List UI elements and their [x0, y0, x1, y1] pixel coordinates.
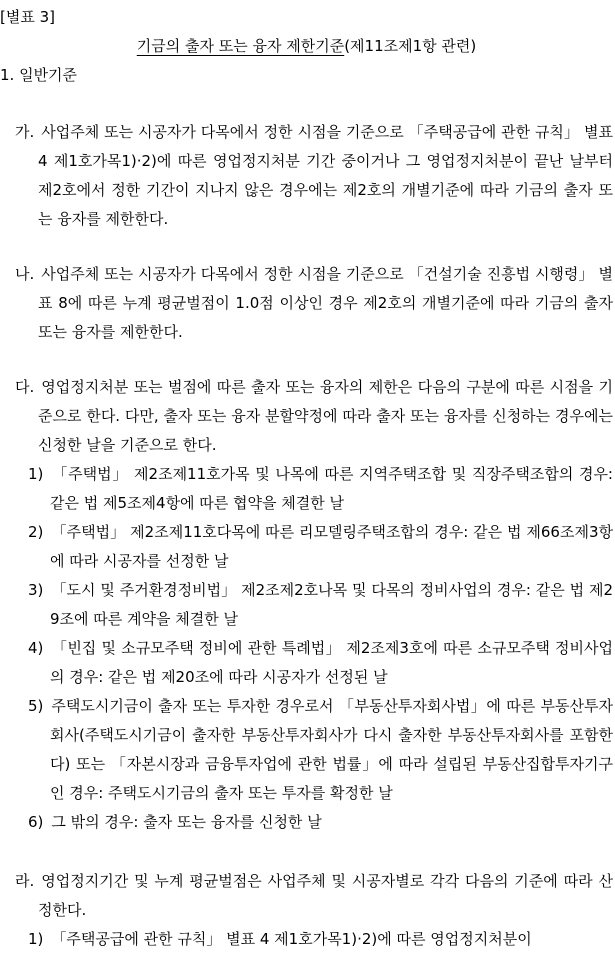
subitem-da-6-text: 그 밖의 경우: 출자 또는 융자를 신청한 날 [51, 813, 322, 831]
paragraph-da [0, 373, 613, 460]
paragraph-da-label: 다. [15, 378, 35, 396]
subitem-da-6-label: 6) [28, 813, 44, 831]
document-title-reference: (제11조제1항 관련) [344, 37, 477, 55]
subitem-da-1-label: 1) [28, 465, 44, 483]
subitem-da-1-text: 「주택법」 제2조제11호가목 및 나목에 따른 지역주택조합 및 직장주택조합의 경우: 같은 법 제5조제4항에 따른 협약을 체결한 날 [50, 465, 613, 512]
subitem-da-5 [0, 692, 613, 808]
subitem-da-3-text: 「도시 및 주거환경정비법」 제2조제2호나목 및 다목의 정비사업의 경우: 같은 법 제29조에 따른 계약을 체결한 날 [50, 581, 613, 628]
subitem-da-2 [0, 518, 613, 576]
subitem-ra-1-label: 1) [28, 930, 44, 948]
subitem-ra-1-text: 「주택공급에 관한 규칙」 별표 4 제1호가목1)·2)에 따른 영업정지처분이 [51, 930, 532, 948]
paragraph-ga [0, 118, 613, 234]
subitem-ra-1 [0, 925, 613, 954]
document-title-text: 기금의 출자 또는 융자 제한기준 [136, 37, 345, 55]
subitem-da-2-label: 2) [28, 523, 44, 541]
subitem-da-3 [0, 576, 613, 634]
subitem-da-4-label: 4) [28, 639, 44, 657]
paragraph-ga-label: 가. [15, 123, 35, 141]
paragraph-na-label: 나. [15, 265, 35, 283]
paragraph-na [0, 260, 613, 347]
annex-label: [별표 3] [0, 8, 55, 26]
subitem-da-5-text: 주택도시기금이 출자 또는 투자한 경우로서 「부동산투자회사법」에 따른 부동산투자회사(주택도시기금이 출자한 부동산투자회사가 다시 출자한 부동산투자회사를 포함한다) 또는 「자본시장과 금융투자업에 관한 법률」에 따라 설립된 부동산집합투자기구인 경우: 주택도시기금의 출자 또는 투자를 확정한 날 [50, 697, 613, 802]
section-1-heading: 1. 일반기준 [0, 66, 78, 84]
document-title [0, 32, 613, 61]
subitem-da-2-text: 「주택법」 제2조제11호다목에 따른 리모델링주택조합의 경우: 같은 법 제66조제3항에 따라 시공자를 선정한 날 [50, 523, 613, 570]
paragraph-ra-label: 라. [15, 872, 35, 890]
paragraph-ra [0, 867, 613, 925]
subitem-da-4 [0, 634, 613, 692]
subitem-da-5-label: 5) [28, 697, 44, 715]
subitem-da-4-text: 「빈집 및 소규모주택 정비에 관한 특례법」 제2조제3호에 따른 소규모주택 정비사업의 경우: 같은 법 제20조에 따라 시공자가 선정된 날 [50, 639, 613, 686]
subitem-da-3-label: 3) [28, 581, 44, 599]
paragraph-da-text: 영업정지처분 또는 벌점에 따른 출자 또는 융자의 제한은 다음의 구분에 따른 시점을 기준으로 한다. 다만, 출자 또는 융자 분할약정에 따라 출자 또는 융자를 신청하는 경우에는 신청한 날을 기준으로 한다. [38, 378, 613, 454]
paragraph-ga-text: 사업주체 또는 시공자가 다목에서 정한 시점을 기준으로 「주택공급에 관한 규칙」 별표 4 제1호가목1)·2)에 따른 영업정지처분 기간 중이거나 그 영업정지처분이 끝난 날부터 제2호에서 정한 기간이 지나지 않은 경우에는 제2호의 개별기준에 따라 기금의 출자 또는 융자를 제한한다. [38, 123, 613, 228]
paragraph-ra-text: 영업정지기간 및 누계 평균벌점은 사업주체 및 시공자별로 각각 다음의 기준에 따라 산정한다. [38, 872, 613, 919]
subitem-da-1 [0, 460, 613, 518]
paragraph-na-text: 사업주체 또는 시공자가 다목에서 정한 시점을 기준으로 「건설기술 진흥법 시행령」 별표 8에 따른 누계 평균벌점이 1.0점 이상인 경우 제2호의 개별기준에 따라 기금의 출자 또는 융자를 제한한다. [38, 265, 613, 341]
subitem-da-6 [0, 808, 613, 837]
